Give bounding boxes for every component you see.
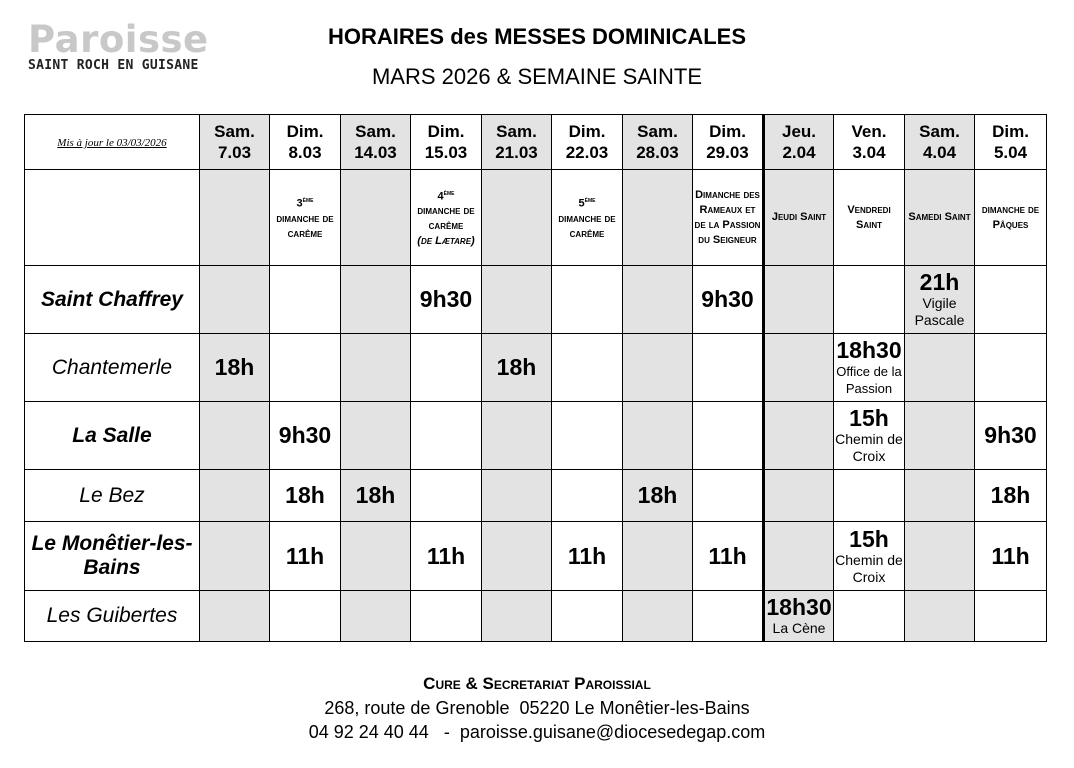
time-cell: [693, 470, 764, 522]
liturgy-cell: [623, 170, 693, 266]
location-name: Chantemerle: [25, 334, 200, 402]
updated-cell: [25, 115, 200, 170]
location-name: Saint Chaffrey: [25, 266, 200, 334]
time-cell: 11h: [552, 522, 623, 591]
time-cell: [764, 334, 834, 402]
liturgy-cell: [482, 170, 552, 266]
time-cell: [341, 402, 411, 470]
header-row: [25, 115, 1047, 170]
location-row-saint-chaffrey: [25, 266, 1047, 334]
time-cell: [975, 591, 1047, 642]
liturgy-cell: [341, 170, 411, 266]
time-cell: 15h Chemin de Croix: [834, 522, 905, 591]
day-header: Dim. 22.03: [552, 115, 623, 170]
location-row-guibertes: [25, 591, 1047, 642]
time-cell: 11h: [693, 522, 764, 591]
location-name: Le Monêtier-les-Bains: [25, 522, 200, 591]
time-cell: [411, 334, 482, 402]
time-cell: 11h: [975, 522, 1047, 591]
day-header: Dim. 15.03: [411, 115, 482, 170]
time-cell: 18h: [623, 470, 693, 522]
liturgy-cell: 3ème dimanche de carême: [270, 170, 341, 266]
time-cell: [482, 591, 552, 642]
time-cell: [623, 522, 693, 591]
page-title: HORAIRES des MESSES DOMINICALES: [327, 24, 747, 49]
liturgy-cell: dimanche de Pâques: [975, 170, 1047, 266]
time-cell: [482, 266, 552, 334]
time-cell: [623, 266, 693, 334]
time-cell: [693, 334, 764, 402]
day-header: Dim. 29.03: [693, 115, 764, 170]
day-header: Sam. 4.04: [905, 115, 975, 170]
time-cell: [975, 334, 1047, 402]
time-cell: [482, 402, 552, 470]
footer-address: 268, route de Grenoble 05220 Le Monêtier-les-Bains: [324, 698, 750, 718]
location-row-chantemerle: [25, 334, 1047, 402]
time-cell: 9h30: [411, 266, 482, 334]
time-cell: 9h30: [270, 402, 341, 470]
time-cell: 18h: [270, 470, 341, 522]
time-cell: 18h30 La Cène: [764, 591, 834, 642]
footer-contact: 04 92 24 40 44 - paroisse.guisane@diocesedegap.com: [308, 722, 766, 742]
time-cell: [411, 470, 482, 522]
liturgy-row: [25, 170, 1047, 266]
time-cell: 18h: [200, 334, 270, 402]
contact-footer: [0, 672, 1074, 744]
time-cell: [270, 334, 341, 402]
time-cell: [623, 402, 693, 470]
location-name: Les Guibertes: [25, 591, 200, 642]
time-cell: 18h: [341, 470, 411, 522]
day-header: Ven. 3.04: [834, 115, 905, 170]
logo-sub-text: SAINT ROCH EN GUISANE: [28, 58, 199, 73]
time-cell: [764, 522, 834, 591]
logo-main-text: Paroisse: [28, 18, 209, 61]
time-cell: [200, 522, 270, 591]
liturgy-cell: Vendredi Saint: [834, 170, 905, 266]
day-header: Jeu. 2.04: [764, 115, 834, 170]
time-cell: [482, 470, 552, 522]
time-cell: [552, 334, 623, 402]
page-subtitle: MARS 2026 & SEMAINE SAINTE: [371, 64, 703, 89]
time-cell: [411, 402, 482, 470]
time-cell: 15h Chemin de Croix: [834, 402, 905, 470]
time-cell: [411, 591, 482, 642]
time-cell: [834, 470, 905, 522]
time-cell: [764, 402, 834, 470]
day-header: Sam. 28.03: [623, 115, 693, 170]
time-cell: 21h Vigile Pascale: [905, 266, 975, 334]
day-header: Sam. 14.03: [341, 115, 411, 170]
time-cell: [905, 402, 975, 470]
liturgy-cell: Dimanche des Rameaux et de la Passion du Seigneur: [693, 170, 764, 266]
time-cell: [623, 591, 693, 642]
day-header: Dim. 5.04: [975, 115, 1047, 170]
location-row-monetier: [25, 522, 1047, 591]
time-cell: [764, 470, 834, 522]
time-cell: [200, 402, 270, 470]
time-cell: [905, 334, 975, 402]
time-cell: [552, 402, 623, 470]
updated-note: Mis à jour le 03/03/2026: [57, 137, 167, 149]
footer-heading: Cure & Secretariat Paroissial: [423, 674, 651, 693]
empty-cell: [25, 170, 200, 266]
time-cell: [341, 266, 411, 334]
time-cell: [905, 591, 975, 642]
time-cell: 18h30 Office de la Passion: [834, 334, 905, 402]
time-cell: [905, 470, 975, 522]
time-cell: [270, 266, 341, 334]
time-cell: [270, 591, 341, 642]
liturgy-cell: Samedi Saint: [905, 170, 975, 266]
time-cell: [200, 266, 270, 334]
time-cell: [905, 522, 975, 591]
day-header: Dim. 8.03: [270, 115, 341, 170]
time-cell: [834, 266, 905, 334]
time-cell: 9h30: [693, 266, 764, 334]
time-cell: [341, 334, 411, 402]
time-cell: [975, 266, 1047, 334]
liturgy-cell: 5ème dimanche de carême: [552, 170, 623, 266]
liturgy-cell: Jeudi Saint: [764, 170, 834, 266]
location-name: Le Bez: [25, 470, 200, 522]
time-cell: [341, 522, 411, 591]
time-cell: [623, 334, 693, 402]
time-cell: 11h: [270, 522, 341, 591]
time-cell: 11h: [411, 522, 482, 591]
time-cell: [200, 470, 270, 522]
time-cell: [764, 266, 834, 334]
location-row-le-bez: [25, 470, 1047, 522]
location-name: La Salle: [25, 402, 200, 470]
time-cell: 18h: [975, 470, 1047, 522]
liturgy-cell: [200, 170, 270, 266]
time-cell: [693, 591, 764, 642]
time-cell: [341, 591, 411, 642]
mass-schedule-table: [24, 114, 1047, 642]
day-header: Sam. 21.03: [482, 115, 552, 170]
time-cell: 9h30: [975, 402, 1047, 470]
liturgy-cell: 4ème dimanche de carême (de Lætare): [411, 170, 482, 266]
location-row-la-salle: [25, 402, 1047, 470]
time-cell: [552, 591, 623, 642]
time-cell: [552, 266, 623, 334]
time-cell: [200, 591, 270, 642]
time-cell: [482, 522, 552, 591]
time-cell: [834, 591, 905, 642]
day-header: Sam. 7.03: [200, 115, 270, 170]
time-cell: 18h: [482, 334, 552, 402]
time-cell: [552, 470, 623, 522]
time-cell: [693, 402, 764, 470]
